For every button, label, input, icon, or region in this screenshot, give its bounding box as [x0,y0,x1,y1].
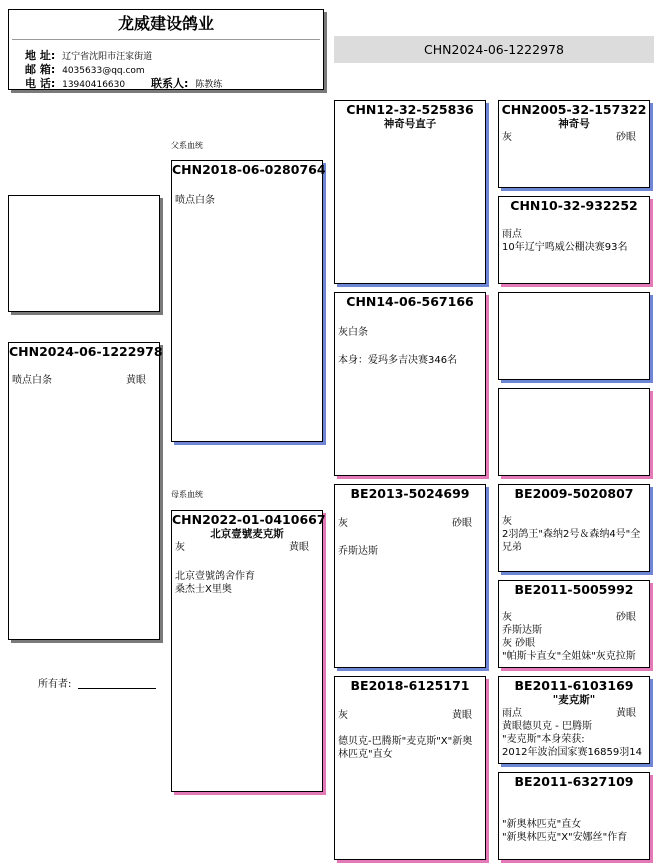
sd-ring: CHN14-06-567166 [346,294,474,309]
ss-name: 神奇号直子 [383,118,437,130]
dd-eye: 黄眼 [452,710,472,721]
ssd-ring: CHN10-32-932252 [510,198,638,213]
sd-note: 本身：爱玛多吉决赛346名 [338,355,458,366]
dss-line-2: 兄弟 [502,542,522,553]
ring-banner: CHN2024-06-1222978 [334,36,654,63]
dd-color: 灰 [338,710,348,721]
dd-line-1: 德贝克-巴腾斯"麦克斯"X"新奥 [338,736,473,747]
contact-value: 陈教练 [195,80,223,90]
dds-card [498,676,650,764]
ss-ring: CHN12-32-525836 [346,102,474,117]
dds-color: 雨点 [502,708,522,719]
ssd-color: 雨点 [502,229,522,240]
sss-ring: CHN2005-32-157322 [501,102,647,117]
sire-sire-card [334,100,486,284]
owner-underline [78,688,156,689]
ds-ring: BE2013-5024699 [350,486,470,501]
dam-ring: CHN2022-01-0410667 [172,512,326,527]
dsd-line-1: 乔斯达斯 [502,625,542,636]
dss-ring: BE2009-5020807 [514,486,634,501]
dam-line-1: 北京壹號鸽舍作育 [175,571,255,582]
sire-ring: CHN2018-06-0280764 [172,162,326,177]
contact-line [151,75,222,91]
phone-value: 13940416630 [62,80,126,90]
dam-sire-card [334,484,486,668]
dss-line-1: 2羽鸽王"森纳2号＆森纳4号"全 [502,529,641,540]
header-card [8,9,324,90]
sdd-card [498,388,650,476]
phone-label: 电 话: [25,77,56,90]
loft-title: 龙威建设鸽业 [117,14,214,33]
dd-color-eye-row [335,709,485,722]
dds-line-3: 2012年波治国家赛16859羽14 [502,747,642,758]
ds-color: 灰 [338,518,348,529]
dsd-line-2: 灰 砂眼 [502,638,536,649]
phone-line [25,75,125,91]
sss-eye: 砂眼 [616,132,636,143]
dam-color-eye-row [172,541,322,554]
dam-side-label: 母系血统 [171,490,203,499]
dds-line-1: 黄眼德贝克 - 巴腾斯 [502,721,592,732]
sire-dam-card [334,292,486,476]
dsd-ring: BE2011-5005992 [514,582,634,597]
dds-ring: BE2011-6103169 [514,678,634,693]
sire-card [171,160,326,442]
dss-card [498,484,650,572]
address-value: 辽宁省沈阳市汪家街道 [62,52,153,62]
ddd-line-2: "新奥林匹克"X"安娜丝"作育 [502,832,628,843]
sire-note: 喷点白条 [175,195,215,206]
sss-name: 神奇号 [558,118,590,130]
dsd-color: 灰 [502,612,512,623]
sds-card [498,292,650,380]
ds-color-eye-row [335,517,485,530]
dam-dam-card [334,676,486,860]
ddd-ring: BE2011-6327109 [514,774,634,789]
email-value: 4035633@qq.com [62,66,145,76]
dds-name: "麦克斯" [552,694,596,706]
ddd-line-1: "新奥林匹克"直女 [502,819,582,830]
ds-note: 乔斯达斯 [338,546,378,557]
dam-line-2: 桑杰士X里奥 [175,584,232,595]
dd-ring: BE2018-6125171 [350,678,470,693]
address-label: 地 址: [25,49,56,62]
subject-eye: 黄眼 [126,375,146,386]
ds-eye: 砂眼 [452,518,472,529]
sss-color-eye-row [499,131,649,144]
dsd-line-3: "帕斯卡直女"全姐妹"灰克拉斯 [502,651,636,662]
ssd-note: 10年辽宁鸣威公棚决赛93名 [502,242,628,253]
ddd-card [498,772,650,860]
dd-line-2: 林匹克"直女 [338,749,393,760]
dss-color: 灰 [502,516,512,527]
subject-color-eye-row [9,374,159,387]
dam-eye: 黄眼 [289,542,309,553]
dds-color-eye-row [499,707,649,720]
dsd-card [498,580,650,668]
photo-placeholder [8,195,160,312]
sss-color: 灰 [502,132,512,143]
owner-line [38,675,156,690]
contact-label: 联系人: [151,77,189,90]
subject-color: 喷点白条 [12,375,52,386]
subject-card [8,342,163,640]
email-label: 邮 箱: [25,63,56,76]
dam-color: 灰 [175,542,185,553]
dds-eye: 黄眼 [616,708,636,719]
sss-card [498,100,650,188]
header-divider [12,39,320,40]
ssd-card [498,196,650,284]
sd-color: 灰白条 [338,327,368,338]
sire-side-label: 父系血统 [171,141,203,150]
dsd-color-eye-row [499,611,649,624]
dsd-eye: 砂眼 [616,612,636,623]
dds-line-2: "麦克斯"本身荣获: [502,734,585,745]
subject-ring: CHN2024-06-1222978 [9,344,163,359]
dam-name: 北京壹號麦克斯 [210,528,284,540]
dam-card [171,510,326,792]
owner-label: 所有者: [38,679,72,690]
